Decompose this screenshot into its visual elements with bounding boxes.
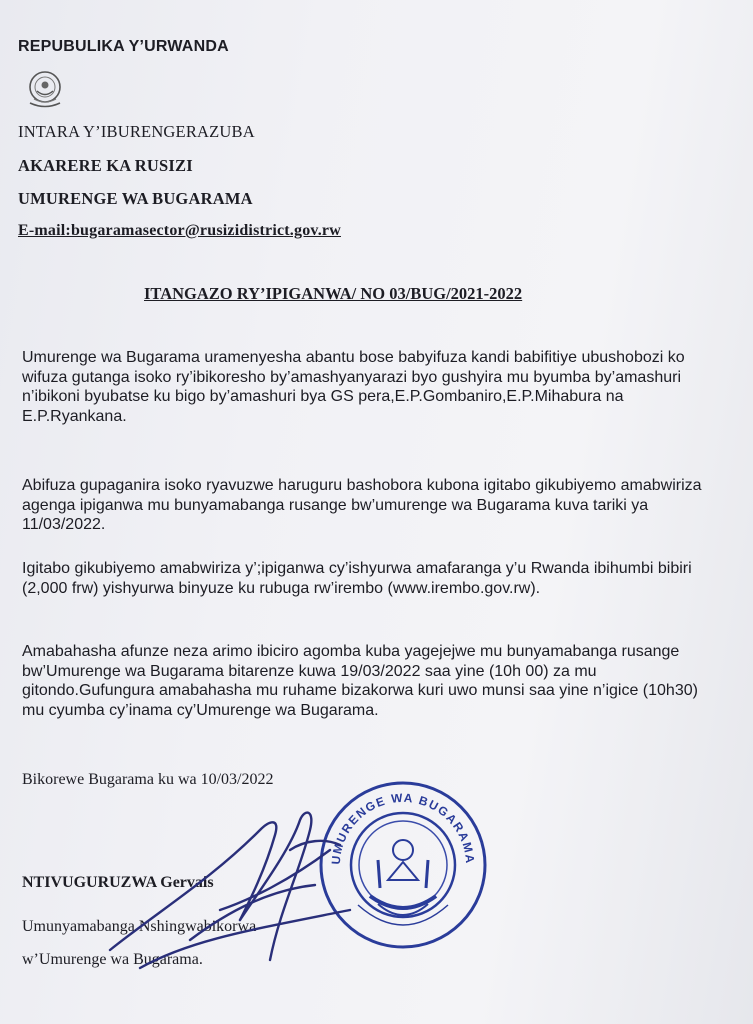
signer-name: NTIVUGURUZWA Gervais xyxy=(22,874,214,891)
province-name: INTARA Y’IBURENGERAZUBA xyxy=(18,122,255,141)
republic-name: REPUBULIKA Y’URWANDA xyxy=(18,38,229,55)
district-name: AKARERE KA RUSIZI xyxy=(18,156,193,175)
coat-of-arms-icon xyxy=(20,68,70,110)
svg-text:UMURENGE WA BUGARAMA: UMURENGE WA BUGARAMA xyxy=(328,790,478,866)
signer-title-line-2: w’Umurenge wa Bugarama. xyxy=(22,951,203,968)
signer-title-line-1: Umunyamabanga Nshingwabikorwa xyxy=(22,918,257,935)
place-and-date: Bikorewe Bugarama ku wa 10/03/2022 xyxy=(22,771,274,788)
body-paragraph-4: Amabahasha afunze neza arimo ibiciro agomba kuba yagejejwe mu bunyamabanga rusange bw’Umurenge wa Bugarama bitarenze kuwa 19/03/2022 saa yine (10h 00) za mu gitondo.Gufungura amabahasha mu ruhame bizakorwa kuri uwo munsi saa yine n’igice (10h30) mu cyumba cy’inama cy’Umurenge wa Bugarama. xyxy=(22,643,698,719)
sector-name: UMURENGE WA BUGARAMA xyxy=(18,189,253,208)
body-paragraph-1: Umurenge wa Bugarama uramenyesha abantu bose babyifuza kandi babifitiye ubushobozi ko wifuza gutanga isoko ry’ibikoresho by’amashyanyarazi byo gushyira mu byumba by’amashuri n’ibikoni byubatse ku bigo by’amashuri bya GS pera,E.P.Gombaniro,E.P.Mihabura na E.P.Ryankana. xyxy=(22,349,685,425)
sector-email: E-mail:bugaramasector@rusizidistrict.gov.rw xyxy=(18,222,341,239)
body-paragraph-2: Abifuza gupaganira isoko ryavuzwe haruguru bashobora kubona igitabo gikubiyemo amabwiriza agenga ipiganwa mu bunyamabanga rusange bw’umurenge wa Bugarama kuva tariki ya 11/03/2022. xyxy=(22,477,702,533)
body-paragraph-3: Igitabo gikubiyemo amabwiriza y’;ipiganwa cy’ishyurwa amafaranga y’u Rwanda ibihumbi bibiri (2,000 frw) yishyurwa binyuze ku rubuga rw’irembo (www.irembo.gov.rw). xyxy=(22,560,692,597)
signature-icon xyxy=(100,790,360,980)
document-title: ITANGAZO RY’IPIGANWA/ NO 03/BUG/2021-2022 xyxy=(144,284,523,303)
